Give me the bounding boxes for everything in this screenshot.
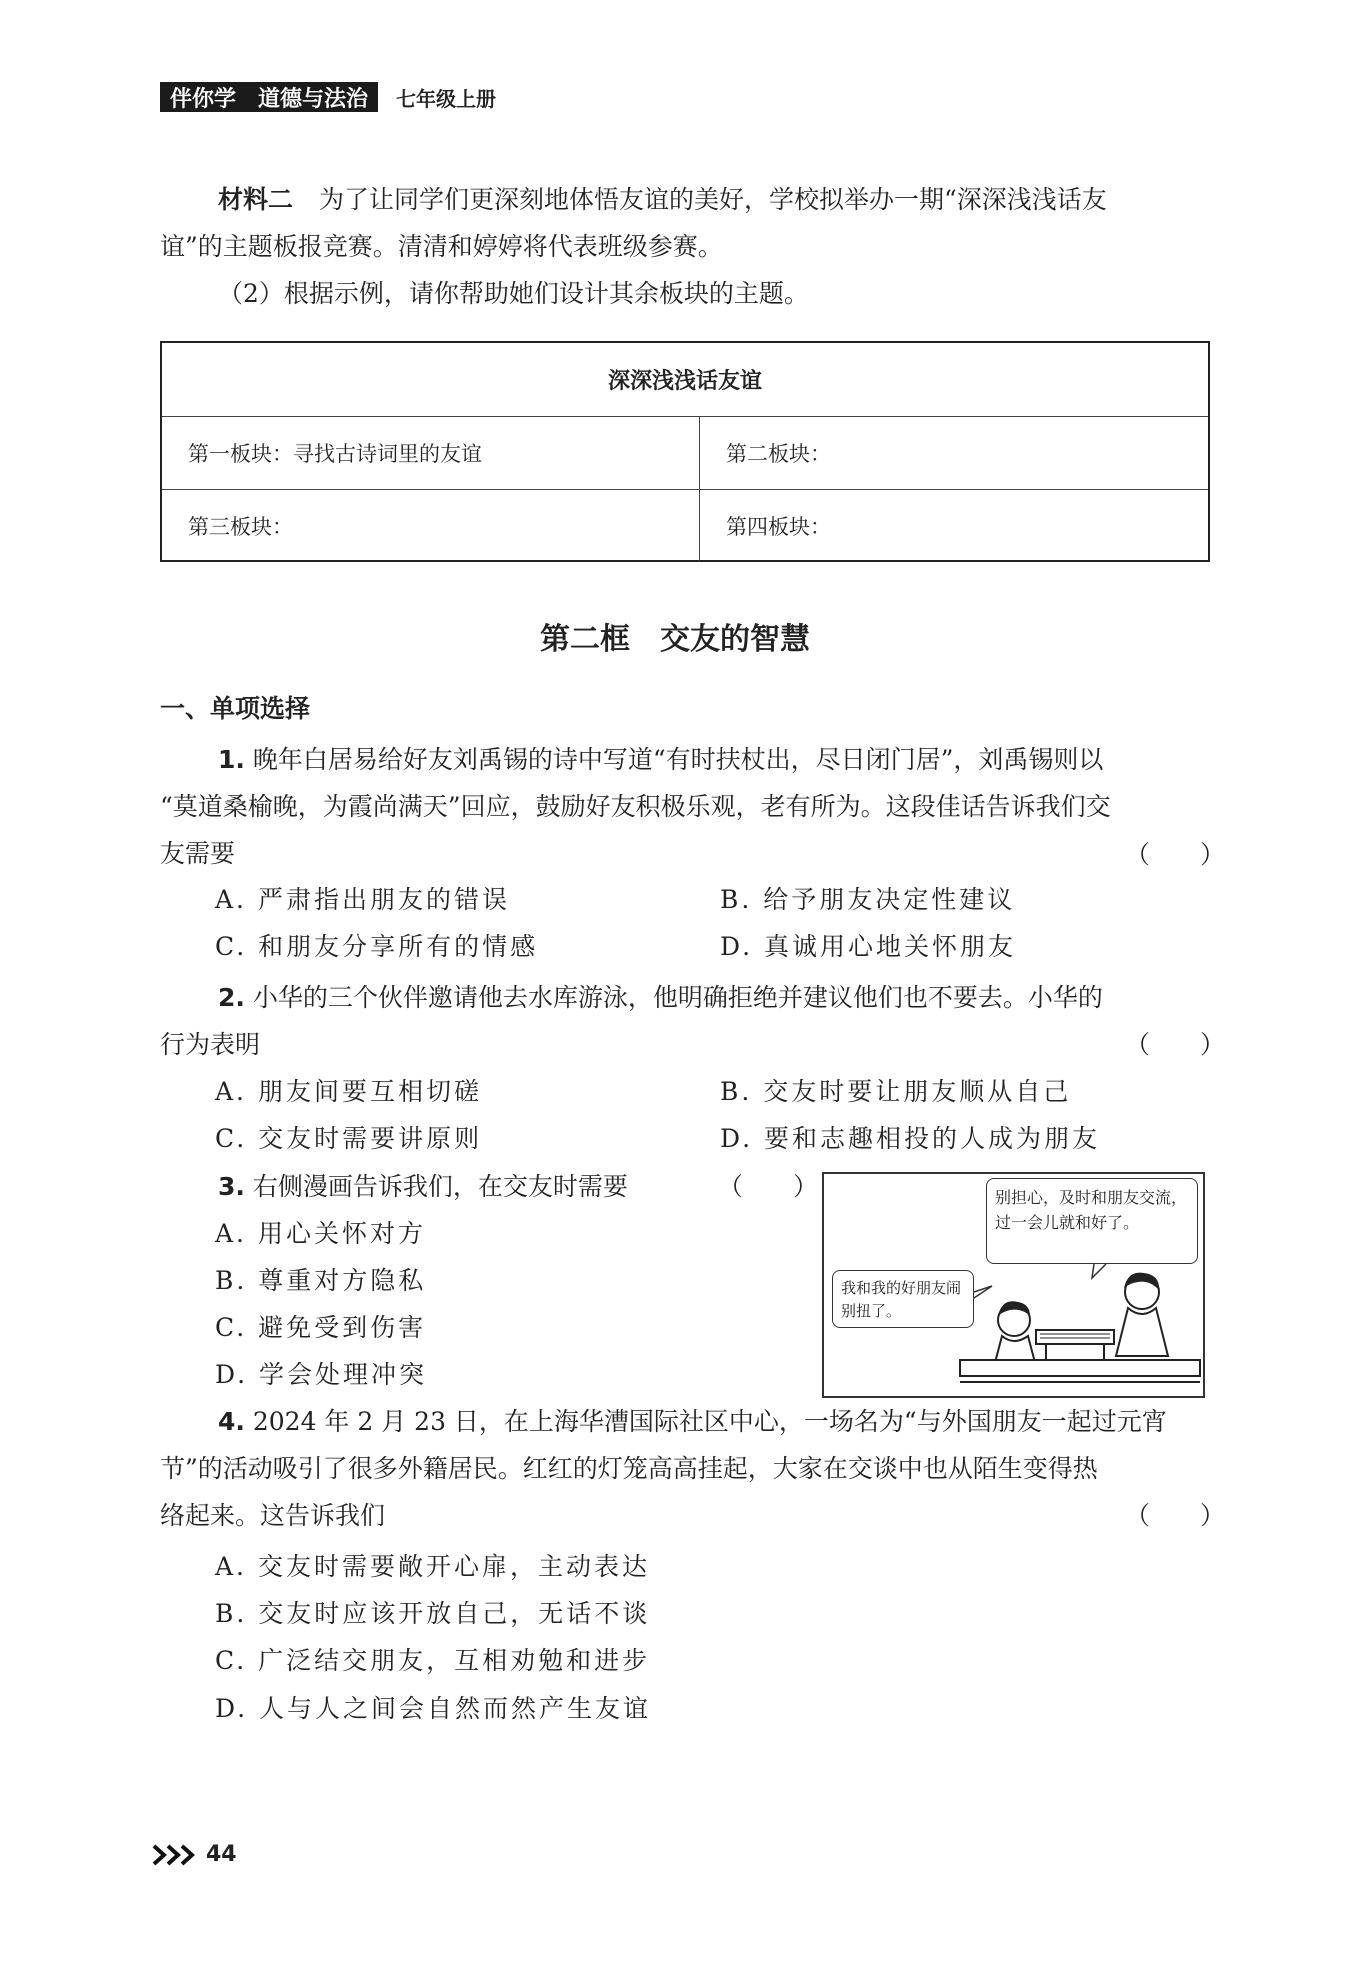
comic-ground bbox=[960, 1360, 1200, 1376]
bubble-tail-right bbox=[1092, 1264, 1106, 1278]
q3-line1: 右侧漫画告诉我们，在交友时需要 bbox=[252, 1172, 628, 1201]
q2-option-d[interactable]: D. 要和志趣相投的人成为朋友 bbox=[720, 1124, 1101, 1153]
q1-number: 1. bbox=[218, 745, 245, 774]
speech-bubble-right: 别担心，及时和朋友交流，过一会儿就和好了。 bbox=[986, 1178, 1198, 1264]
board-title: 深深浅浅话友谊 bbox=[162, 343, 1208, 417]
q4-option-d[interactable]: D. 人与人之间会自然而然产生友谊 bbox=[215, 1694, 652, 1723]
q2-line1: 小华的三个伙伴邀请他去水库游泳，他明确拒绝并建议他们也不要去。小华的 bbox=[252, 983, 1103, 1012]
q3-number: 3. bbox=[218, 1172, 245, 1201]
page-number: 44 bbox=[206, 1842, 237, 1867]
chevrons-right-icon bbox=[152, 1844, 200, 1866]
q4-answer-paren[interactable]: （ ） bbox=[1125, 1501, 1226, 1530]
question-4 bbox=[160, 1398, 1210, 1539]
board-cell-2[interactable]: 第二板块： bbox=[699, 417, 1208, 489]
q4-line2: 节”的活动吸引了很多外籍居民。红红的灯笼高高挂起，大家在交谈中也从陌生变得热 bbox=[160, 1454, 1098, 1483]
q3-option-d[interactable]: D. 学会处理冲突 bbox=[215, 1360, 428, 1389]
q2-line2: 行为表明 bbox=[160, 1030, 261, 1059]
q1-line1: 晚年白居易给好友刘禹锡的诗中写道“有时扶杖出，尽日闭门居”，刘禹锡则以 bbox=[252, 745, 1104, 774]
q2-option-c[interactable]: C. 交友时需要讲原则 bbox=[215, 1124, 483, 1153]
page-header bbox=[160, 82, 496, 112]
q1-option-d[interactable]: D. 真诚用心地关怀朋友 bbox=[720, 932, 1017, 961]
page-footer bbox=[152, 1842, 237, 1867]
ping-pong-table bbox=[1036, 1330, 1114, 1365]
material2-line1: 为了让同学们更深刻地体悟友谊的美好，学校拟举办一期“深深浅浅话友 bbox=[319, 185, 1107, 214]
q4-line1: 2024 年 2 月 23 日，在上海华漕国际社区中心，一场名为“与外国朋友一起过元宵 bbox=[252, 1407, 1167, 1436]
q2-option-a[interactable]: A. 朋友间要互相切磋 bbox=[215, 1077, 482, 1106]
header-subject: 道德与法治 bbox=[258, 86, 369, 112]
header-brand bbox=[160, 82, 378, 112]
q3-option-a[interactable]: A. 用心关怀对方 bbox=[215, 1219, 426, 1248]
q3-option-b[interactable]: B. 尊重对方隐私 bbox=[215, 1266, 427, 1295]
q1-option-b[interactable]: B. 给予朋友决定性建议 bbox=[720, 885, 1016, 914]
q2-number: 2. bbox=[218, 983, 245, 1012]
q4-option-a[interactable]: A. 交友时需要敞开心扉，主动表达 bbox=[215, 1552, 650, 1581]
material2-label: 材料二 bbox=[218, 185, 294, 214]
q1-option-c[interactable]: C. 和朋友分享所有的情感 bbox=[215, 932, 539, 961]
section-title: 第二框 交友的智慧 bbox=[540, 622, 810, 657]
board-cell-3[interactable]: 第三板块： bbox=[188, 515, 293, 539]
board-row bbox=[162, 489, 1208, 562]
comic-illustration bbox=[822, 1172, 1205, 1398]
question-2 bbox=[160, 974, 1210, 1068]
q3-option-c[interactable]: C. 避免受到伤害 bbox=[215, 1313, 427, 1342]
q1-line2: “莫道桑榆晚，为霞尚满天”回应，鼓励好友积极乐观，老有所为。这段佳话告诉我们交 bbox=[160, 792, 1111, 821]
q4-line3: 络起来。这告诉我们 bbox=[160, 1501, 386, 1530]
q1-line3: 友需要 bbox=[160, 839, 236, 868]
header-grade: 七年级上册 bbox=[396, 86, 497, 111]
header-series: 伴你学 bbox=[170, 86, 237, 112]
material2-block bbox=[160, 176, 1220, 317]
q4-option-b[interactable]: B. 交友时应该开放自己，无话不谈 bbox=[215, 1599, 651, 1628]
boy-left bbox=[992, 1301, 1038, 1374]
question-3 bbox=[160, 1163, 680, 1210]
q2-answer-paren[interactable]: （ ） bbox=[1125, 1030, 1226, 1059]
board-table bbox=[160, 341, 1210, 562]
boy-right bbox=[1116, 1273, 1168, 1356]
board-cell-1: 第一板块：寻找古诗词里的友谊 bbox=[188, 442, 482, 466]
board-cell-4[interactable]: 第四板块： bbox=[699, 490, 1208, 562]
material2-question: （2）根据示例，请你帮助她们设计其余板块的主题。 bbox=[218, 279, 809, 308]
q1-answer-paren[interactable]: （ ） bbox=[1125, 840, 1226, 869]
q4-number: 4. bbox=[218, 1407, 245, 1436]
q1-option-a[interactable]: A. 严肃指出朋友的错误 bbox=[215, 885, 510, 914]
q2-option-b[interactable]: B. 交友时要让朋友顺从自己 bbox=[720, 1077, 1072, 1106]
q3-answer-paren[interactable]: （ ） bbox=[718, 1172, 819, 1201]
speech-bubble-left: 我和我的好朋友闹别扭了。 bbox=[832, 1270, 974, 1328]
board-row bbox=[162, 417, 1208, 489]
bubble-tail-left bbox=[974, 1286, 992, 1298]
part-title: 一、单项选择 bbox=[160, 694, 311, 723]
material2-line2: 谊”的主题板报竞赛。清清和婷婷将代表班级参赛。 bbox=[160, 232, 723, 261]
q4-option-c[interactable]: C. 广泛结交朋友，互相劝勉和进步 bbox=[215, 1646, 651, 1675]
question-1 bbox=[160, 736, 1210, 877]
